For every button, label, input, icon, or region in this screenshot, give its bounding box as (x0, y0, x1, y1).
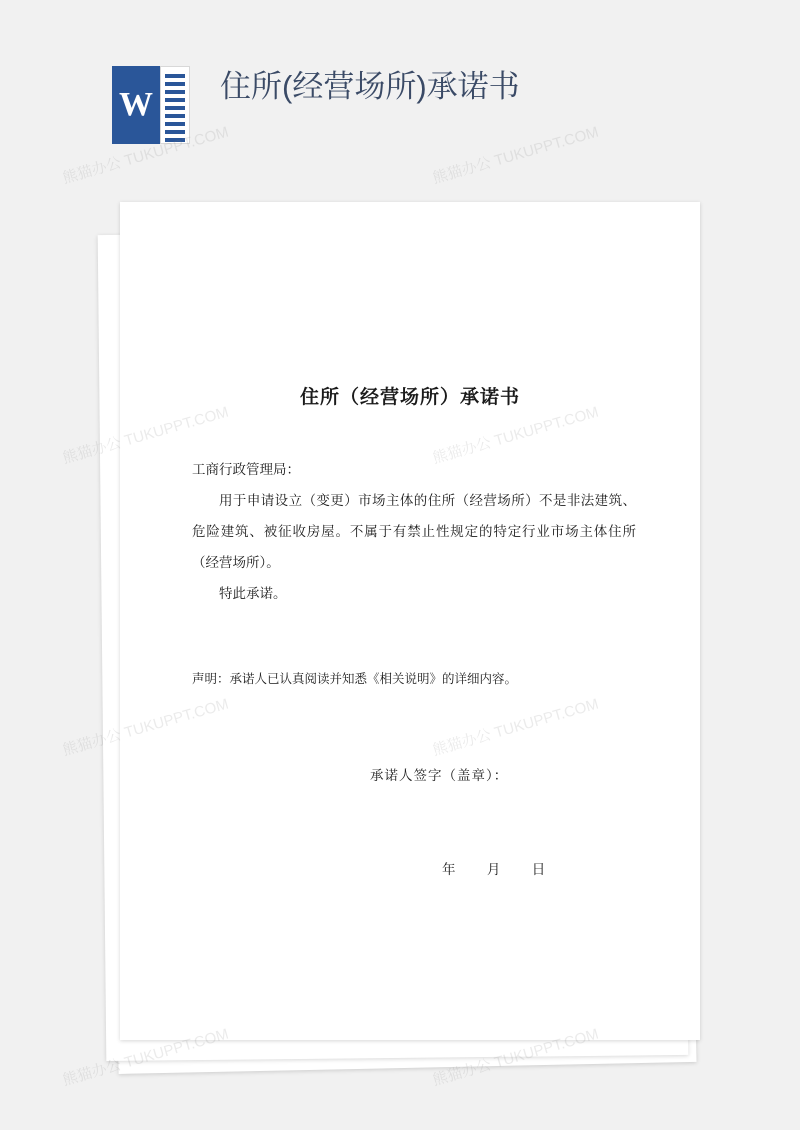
watermark-text: 熊猫办公 (60, 1056, 124, 1090)
document-body (192, 454, 636, 609)
closing-line: 特此承诺。 (219, 586, 287, 601)
date-month: 月 (486, 862, 502, 877)
date-year: 年 (442, 862, 457, 877)
watermark-text: 熊猫办公 TUKUPPT.COM (430, 123, 601, 188)
page-title: 住所(经营场所)承诺书 (220, 69, 520, 104)
document-preview-stack (96, 196, 706, 1076)
word-icon-lines (160, 66, 190, 144)
word-icon-letter: W (119, 86, 153, 123)
document-header (112, 62, 712, 172)
watermark-text: 熊猫办公 (60, 726, 124, 760)
word-icon-badge (112, 66, 160, 144)
document-heading: 住所（经营场所）承诺书 (299, 387, 520, 408)
date-day: 日 (531, 862, 547, 877)
statement-line: 声明：承诺人已认真阅读并知悉《相关说明》的详细内容。 (192, 672, 518, 686)
date-line (442, 858, 546, 878)
page-content (120, 202, 700, 1040)
word-document-icon (112, 66, 190, 144)
watermark-text: 熊猫办公 TUKUPPT.COM (60, 123, 231, 188)
salutation-line: 工商行政管理局： (192, 462, 300, 477)
page-sheet-front[interactable] (120, 202, 700, 1040)
watermark-text: 熊猫办公 (60, 434, 124, 468)
body-paragraph: 用于申请设立（变更）市场主体的住所（经营场所）不是非法建筑、危险建筑、被征收房屋。不属于有禁止性规定的特定行业市场主体住所（经营场所）。 (192, 493, 636, 570)
signature-line: 承诺人签字（盖章）： (370, 768, 509, 783)
